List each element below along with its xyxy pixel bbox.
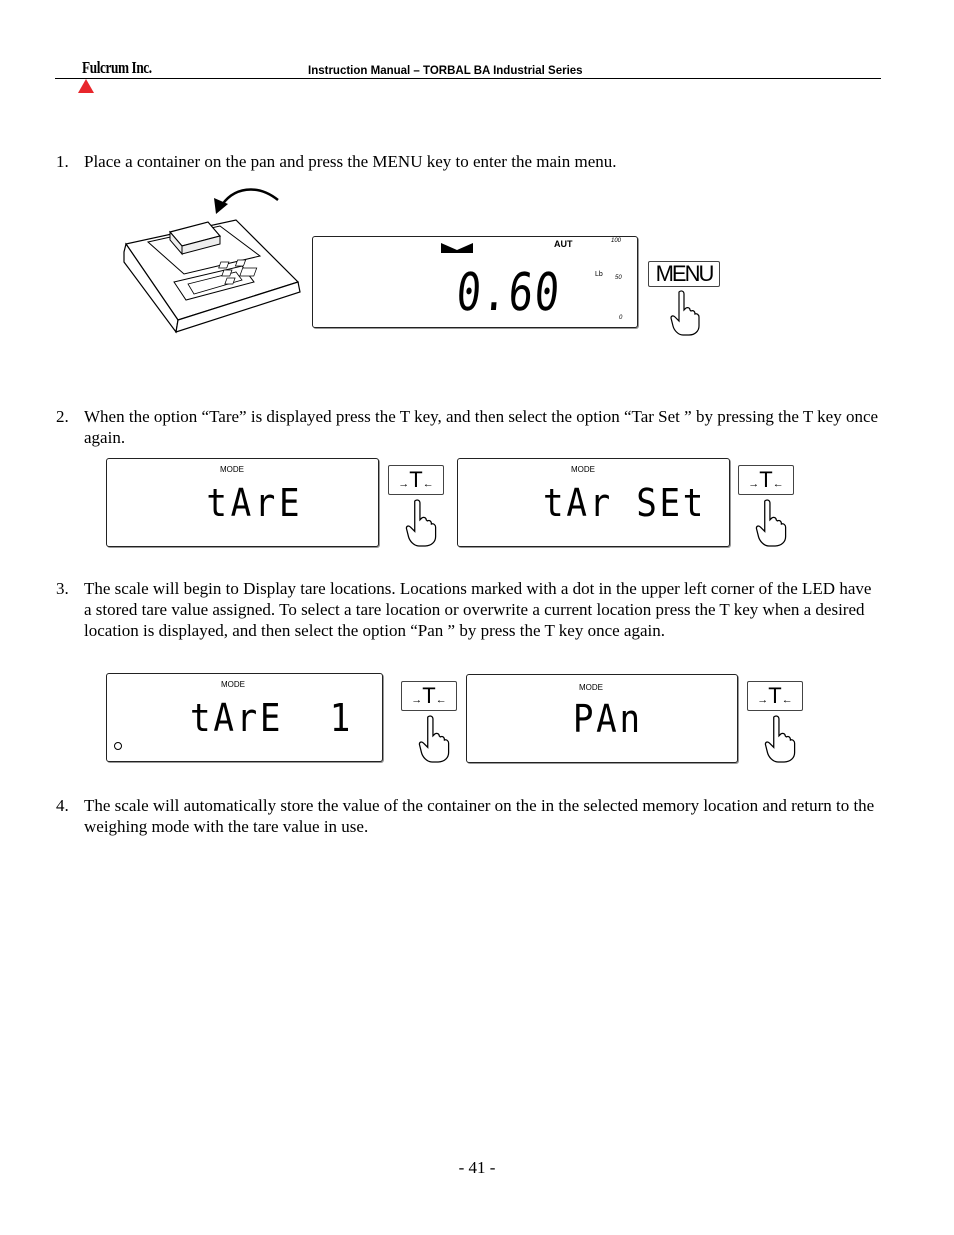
stable-indicator-icon <box>441 243 473 253</box>
lcd-tare-1 <box>106 673 383 762</box>
step-number: 1. <box>56 152 69 171</box>
logo-triangle-icon <box>78 79 94 93</box>
mode-label: MODE <box>221 680 245 689</box>
tare-key[interactable] <box>738 465 794 495</box>
tare-key[interactable] <box>388 465 444 495</box>
scale-mid-label: 50 <box>615 275 622 281</box>
lcd-pan <box>466 674 738 763</box>
arrow-left-icon: ← <box>772 478 784 490</box>
step-text: When the option “Tare” is displayed press the T key, and then select the option “Tar Set ” by pressing the T key once again. <box>84 407 879 447</box>
menu-key[interactable] <box>648 261 720 287</box>
tare-key-label: T <box>759 467 773 492</box>
auto-indicator: AUT <box>554 239 573 249</box>
lcd-text: tArE 1 <box>190 696 354 740</box>
tare-key[interactable] <box>401 681 457 711</box>
mode-label: MODE <box>579 683 603 692</box>
menu-key-label: MENU <box>655 261 713 286</box>
step-number: 3. <box>56 579 69 598</box>
weight-reading: 0.60 <box>454 263 564 323</box>
arrow-left-icon: ← <box>422 478 434 490</box>
tare-key-label: T <box>768 683 782 708</box>
arrow-right-icon: → <box>398 478 410 490</box>
lcd-text: PAn <box>572 697 643 741</box>
lcd-text: tArE <box>206 481 304 525</box>
tare-key[interactable] <box>747 681 803 711</box>
lcd-tare <box>106 458 379 547</box>
main-lcd-display <box>312 236 638 328</box>
tare-key-label: T <box>409 467 423 492</box>
arrow-left-icon: ← <box>781 694 793 706</box>
pointing-hand-icon <box>417 715 451 763</box>
header-rule <box>55 78 881 79</box>
unit-label: Lb <box>595 271 603 278</box>
company-logo: Fulcrum Inc. <box>82 58 152 77</box>
step-text: The scale will automatically store the value of the container on the in the selected memory location and return to the weighing mode with the tare value in use. <box>84 796 875 836</box>
step-text: The scale will begin to Display tare locations. Locations marked with a dot in the upper left corner of the LED have a stored tare value assigned. To select a tare location or overwrite a current location press the T key when a desired location is displayed, and then select the option “Pan ” by press the T key once again. <box>84 579 872 640</box>
scale-top-label: 100 <box>611 238 622 244</box>
step-text: Place a container on the pan and press the MENU key to enter the main menu. <box>84 152 617 171</box>
pointing-hand-icon <box>754 499 788 547</box>
arrow-right-icon: → <box>748 478 760 490</box>
step-number: 2. <box>56 407 69 426</box>
pointing-hand-icon <box>670 290 700 336</box>
mode-label: MODE <box>571 465 595 474</box>
stored-tare-dot-icon <box>114 742 122 750</box>
scale-illustration <box>118 182 308 338</box>
lcd-text: tAr SEt <box>543 481 707 525</box>
arrow-right-icon: → <box>411 694 423 706</box>
lcd-tar-set <box>457 458 730 547</box>
pointing-hand-icon <box>404 499 438 547</box>
mode-label: MODE <box>220 465 244 474</box>
scale-bottom-label: 0 <box>619 315 623 321</box>
pointing-hand-icon <box>763 715 797 763</box>
manual-title: Instruction Manual – TORBAL BA Industrial Series <box>308 65 583 77</box>
step-number: 4. <box>56 796 69 815</box>
arrow-curve <box>220 190 278 208</box>
tare-key-label: T <box>422 683 436 708</box>
arrow-right-icon: → <box>757 694 769 706</box>
arrow-left-icon: ← <box>435 694 447 706</box>
page-number: - 41 - <box>458 1158 496 1177</box>
